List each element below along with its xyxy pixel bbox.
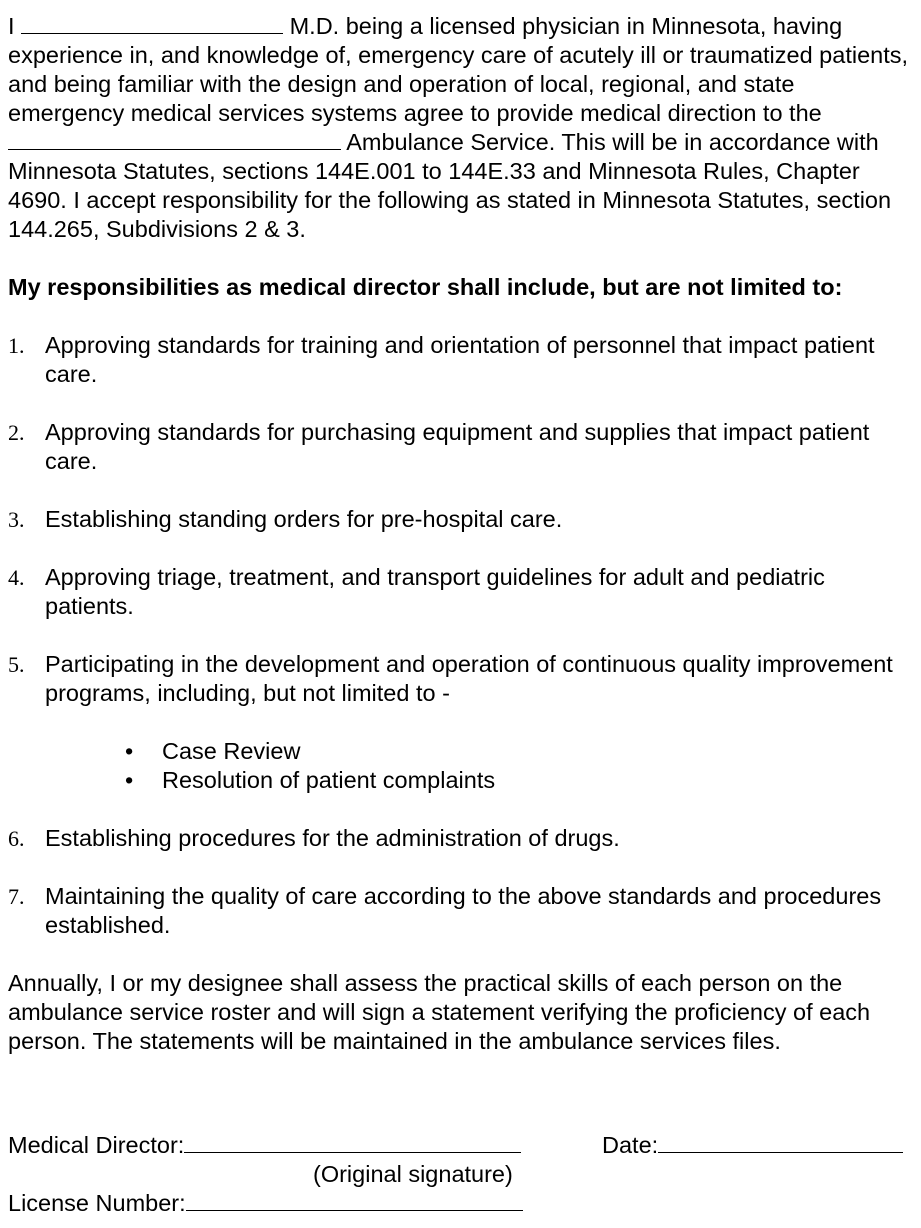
license-number-row [8,1189,523,1218]
closing-paragraph: Annually, I or my designee shall assess the practical skills of each person on the ambulance service roster and will sign a statement verifying the proficiency of each person. The statements will be maintained in the ambulance services files. [8,970,871,1054]
item-number: 4. [8,565,25,590]
responsibilities-list [8,331,913,940]
item-number: 7. [8,884,25,909]
sub-list-item [45,737,913,766]
item-text: Approving standards for purchasing equipment and supplies that impact patient care. [45,419,870,474]
date-row [602,1131,903,1160]
list-item [8,331,913,389]
document-page [8,12,913,1056]
intro-part2: Ambulance Service. This will be in accordance with Minnesota Statutes, sections 144E.001 to 144E.33 and Minnesota Rules, Chapter 4690. I accept responsibility for the following as stated in Minnesota Statutes, section 144.265, Subdivisions 2 & 3. [8,129,892,242]
list-item [8,882,913,940]
medical-director-label: Medical Director: [8,1132,185,1158]
medical-director-row [8,1131,521,1160]
license-number-label: License Number: [8,1190,186,1216]
item-text: Establishing standing orders for pre-hospital care. [45,506,563,532]
bullet-icon: • [125,738,134,764]
sub-item-text: Resolution of patient complaints [162,767,496,793]
original-signature-note: (Original signature) [313,1161,513,1187]
physician-name-blank [21,13,283,34]
sub-list-item [45,766,913,795]
intro-paragraph [8,12,913,244]
list-item [8,824,913,853]
item-text: Establishing procedures for the administration of drugs. [45,825,620,851]
sub-list [45,737,913,795]
item-text: Participating in the development and operation of continuous quality improvement programs, including, but not limited to - [45,651,893,706]
item-number: 5. [8,652,25,677]
item-number: 6. [8,826,25,851]
item-text: Approving triage, treatment, and transport guidelines for adult and pediatric patients. [45,564,825,619]
ambulance-service-name-blank [8,129,341,150]
item-text: Approving standards for training and orientation of personnel that impact patient care. [45,332,875,387]
intro-part1: M.D. being a licensed physician in Minnesota, having experience in, and knowledge of, emergency care of acutely ill or traumatized patients, and being familiar with the design and operation of local, regional, and state emergency medical services systems agree to provide medical direction to the [8,13,909,126]
date-label: Date: [602,1132,659,1158]
list-item [8,505,913,534]
intro-i: I [8,13,15,39]
list-item [8,650,913,795]
item-number: 2. [8,420,25,445]
responsibilities-heading: My responsibilities as medical director shall include, but are not limited to: [8,274,843,300]
sub-item-text: Case Review [162,738,301,764]
medical-director-signature-line [184,1132,521,1153]
date-line [658,1132,903,1153]
bullet-icon: • [125,767,134,793]
list-item [8,418,913,476]
license-number-line [186,1190,523,1211]
list-item [8,563,913,621]
item-number: 1. [8,333,25,358]
item-text: Maintaining the quality of care according to the above standards and procedures established. [45,883,882,938]
item-number: 3. [8,507,25,532]
